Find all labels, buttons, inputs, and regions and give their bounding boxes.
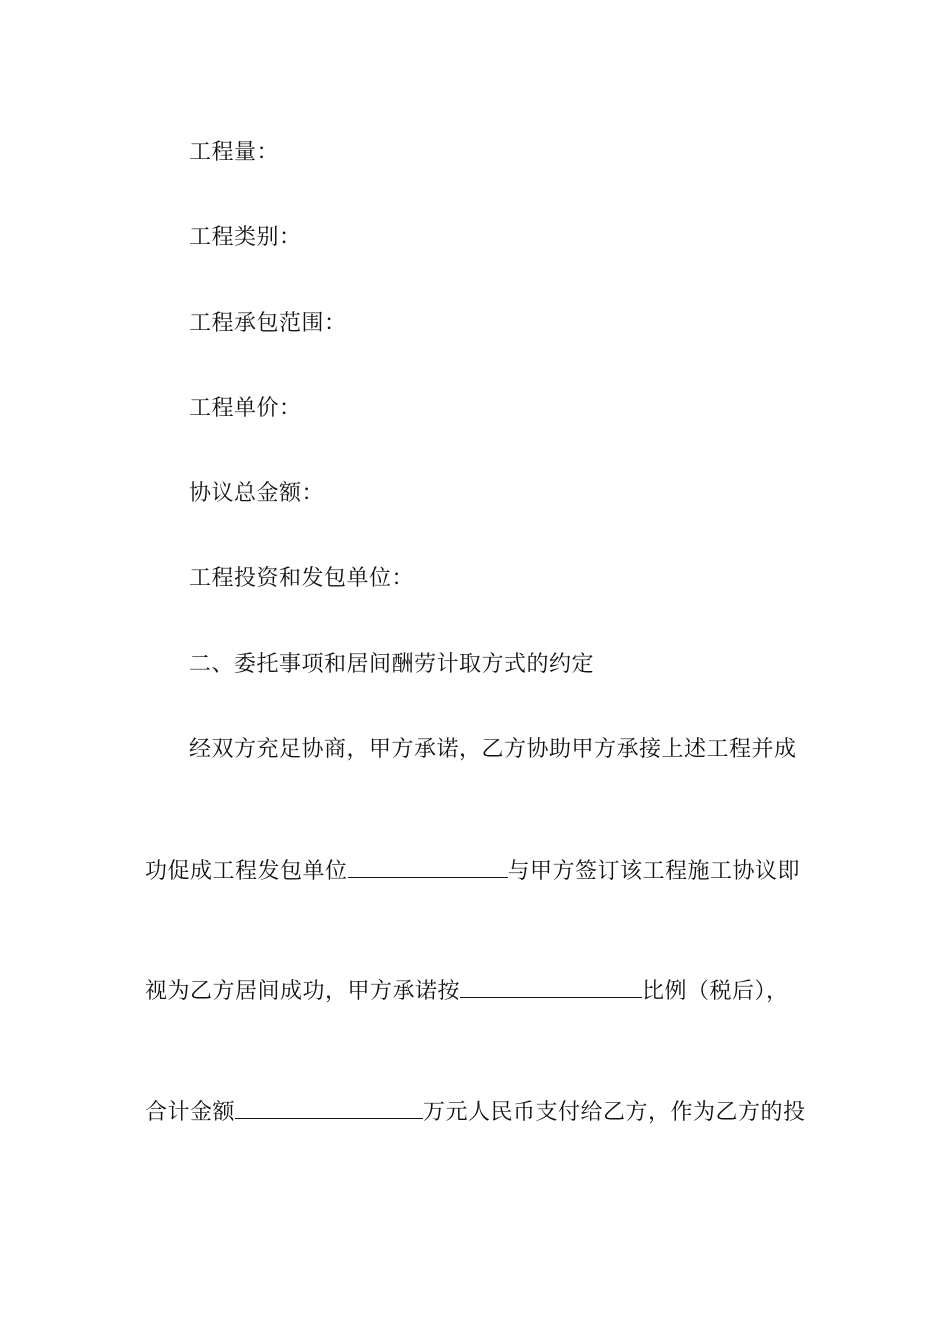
- paragraph-line-3-end: 比例（税后），: [642, 979, 789, 1004]
- paragraph-line-2-start: 功促成工程发包单位: [145, 859, 348, 884]
- paragraph-line-3-start: 视为乙方居间成功，甲方承诺按: [145, 979, 461, 1004]
- paragraph-line-4-start: 合计金额: [145, 1100, 236, 1125]
- field-total-amount: 协议总金额：: [189, 481, 325, 506]
- paragraph-line-2-end: 与甲方签订该工程施工协议即: [507, 859, 801, 884]
- paragraph-line-1: 经双方充足协商，甲方承诺，乙方协助甲方承接上述工程并成: [189, 737, 797, 762]
- fill-in-blank-ratio[interactable]: [460, 975, 642, 998]
- field-investor-unit: 工程投资和发包单位：: [189, 566, 415, 591]
- field-scope: 工程承包范围：: [189, 311, 347, 336]
- fill-in-blank-amount[interactable]: [235, 1096, 423, 1119]
- paragraph-line-2: [145, 855, 800, 887]
- section-heading: 二、委托事项和居间酬劳计取方式的约定: [189, 652, 595, 677]
- field-unit-price: 工程单价：: [189, 396, 302, 421]
- field-quantity: 工程量：: [189, 140, 280, 165]
- paragraph-line-3: [145, 975, 789, 1007]
- field-category: 工程类别：: [189, 225, 302, 250]
- paragraph-line-4: [145, 1096, 806, 1128]
- paragraph-line-4-end: 万元人民币支付给乙方，作为乙方的投: [423, 1100, 806, 1125]
- fill-in-blank-contractor[interactable]: [348, 855, 508, 878]
